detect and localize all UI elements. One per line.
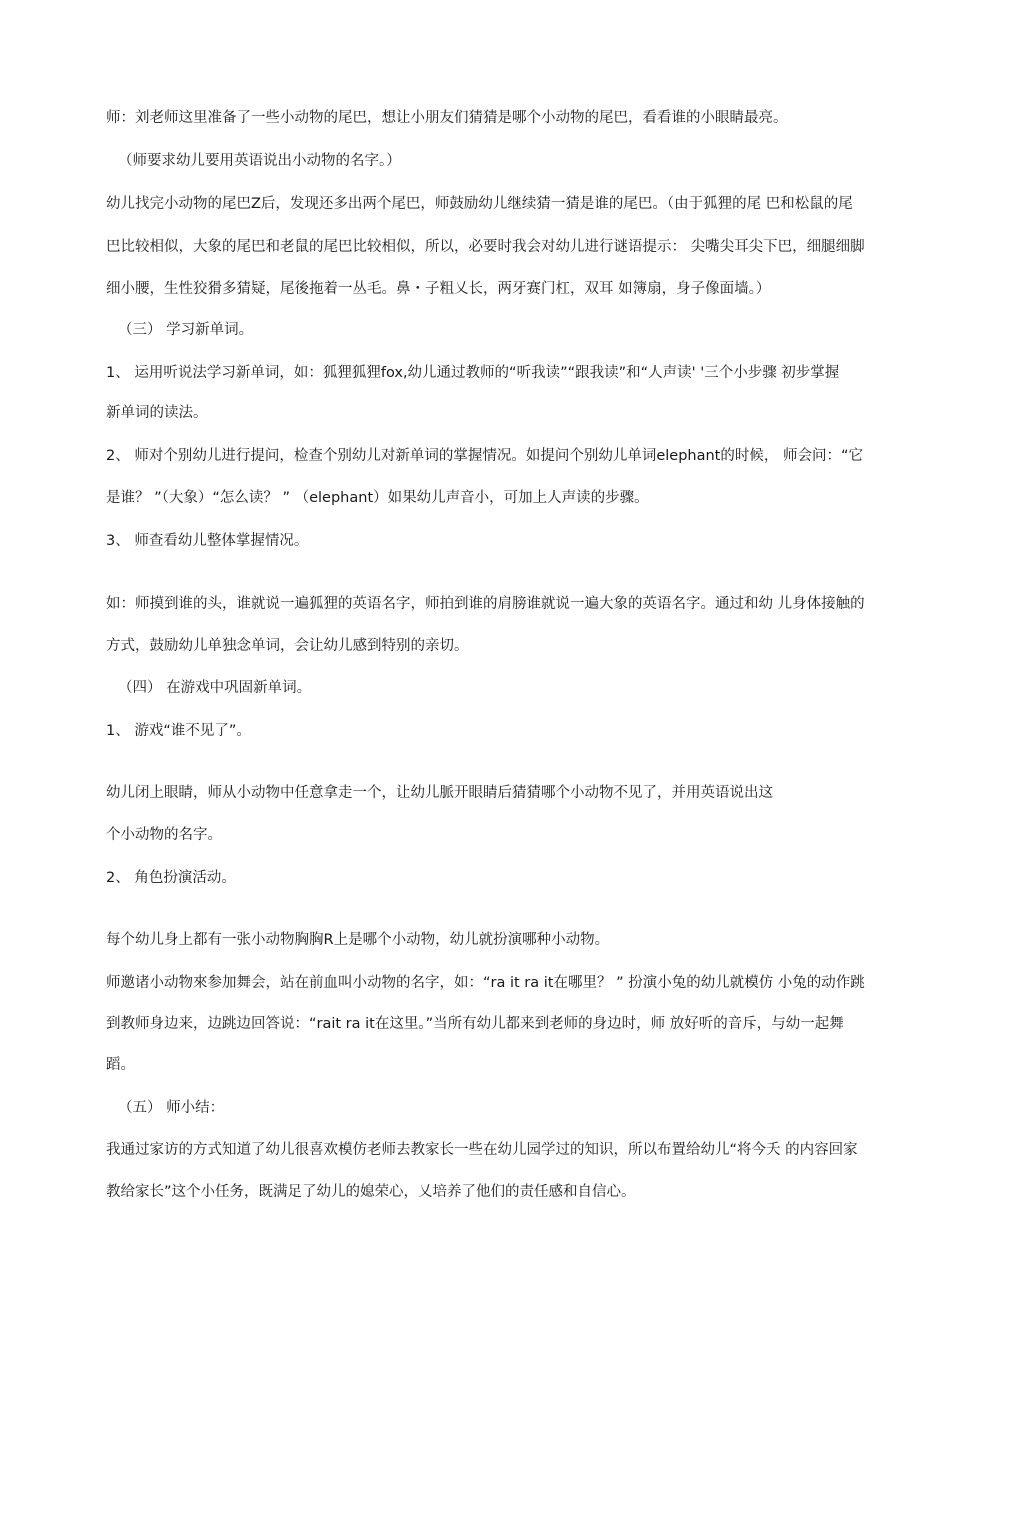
text-line: 3、 师查看幼儿整体掌握情况。 — [106, 533, 309, 549]
text-line: 我通过家访的方式知道了幼儿很喜欢模仿老师去教家长一些在幼儿园学过的知识，所以布置给幼儿“将今夭 的内容回家 — [106, 1142, 858, 1158]
text-line: 每个幼儿身上都有一张小动物胸胸R上是哪个小动物，幼儿就扮演哪种小动物。 — [106, 932, 610, 948]
text-line: 幼儿找完小动物的尾巴Z后，发现还多出两个尾巴，师鼓励幼儿继续猜一猜是谁的尾巴。（由于狐狸的尾 巴和松鼠的尾 — [106, 196, 853, 212]
text-line: 如：师摸到谁的头，谁就说一遍狐狸的英语名字，师拍到谁的肩膀谁就说一遍大象的英语名字。通过和幼 儿身体接触的 — [106, 596, 865, 612]
text-line: 2、 师对个别幼儿进行提问，检查个别幼儿对新单词的掌握情况。如提问个别幼儿单词elephant的时候， 师会问：“它 — [106, 448, 863, 464]
text-line: 1、 运用听说法学习新单词，如：狐狸狐狸fox,幼儿通过教师的“听我读”“跟我读”和“人声读' '三个小步骤 初步掌握 — [106, 365, 840, 381]
text-line: 教给家长”这个小任务，既满足了幼儿的媳荣心，乂培养了他们的责任感和自信心。 — [106, 1184, 636, 1200]
text-line: 幼儿闭上眼睛，师从小动物中任意拿走一个，让幼儿脈开眼睛后猜猜哪个小动物不见了，并用英语说出这 — [106, 785, 773, 801]
text-line: 巴比较相似，大象的尾巴和老鼠的尾巴比较相似，所以，必要时我会对幼儿进行谜语提示： 尖嘴尖耳尖下巴，细腿细脚 — [106, 239, 865, 255]
section-heading: （五） 师小结： — [118, 1100, 225, 1116]
text-line: 到教师身边来，边跳边回答说：“rait ra it在这里。”当所有幼儿都来到老师的身边时，师 放好听的音斥，与幼一起舞 — [106, 1016, 844, 1032]
text-line: 1、 游戏“谁不见了”。 — [106, 723, 251, 739]
section-heading: （三） 学习新单词。 — [118, 322, 254, 338]
text-line: 师：刘老师这里准备了一些小动物的尾巴，想让小朋友们猜猜是哪个小动物的尾巴，看看谁的小眼睛最亮。 — [106, 110, 788, 126]
text-line: （师要求幼儿要用英语说出小动物的名字。） — [118, 153, 401, 169]
text-line: 是谁？ ”（大象）“怎么读？ ” （elephant）如果幼儿声音小，可加上人声读的步骤。 — [106, 490, 649, 506]
text-line: 新单词的读法。 — [106, 405, 208, 421]
text-line: 2、 角色扮演活动。 — [106, 870, 236, 886]
text-line: 个小动物的名字。 — [106, 827, 222, 843]
text-line: 方式，鼓励幼儿单独念单词，会让幼儿感到特别的亲切。 — [106, 638, 469, 654]
text-line: 蹈。 — [106, 1057, 135, 1073]
section-heading: （四） 在游戏中巩固新单词。 — [118, 680, 312, 696]
text-line: 细小腰，生性狡猾多猜疑，尾後拖着一丛毛。鼻・子粗乂长，两牙赛门杠，双耳 如簿扇，身子像面墙。） — [106, 281, 771, 297]
text-line: 师邀诸小动物來参加舞会，站在前血叫小动物的名字，如：“ra it ra it在哪里？ ” 扮演小兔的幼儿就模仿 小兔的动作跳 — [106, 975, 865, 991]
